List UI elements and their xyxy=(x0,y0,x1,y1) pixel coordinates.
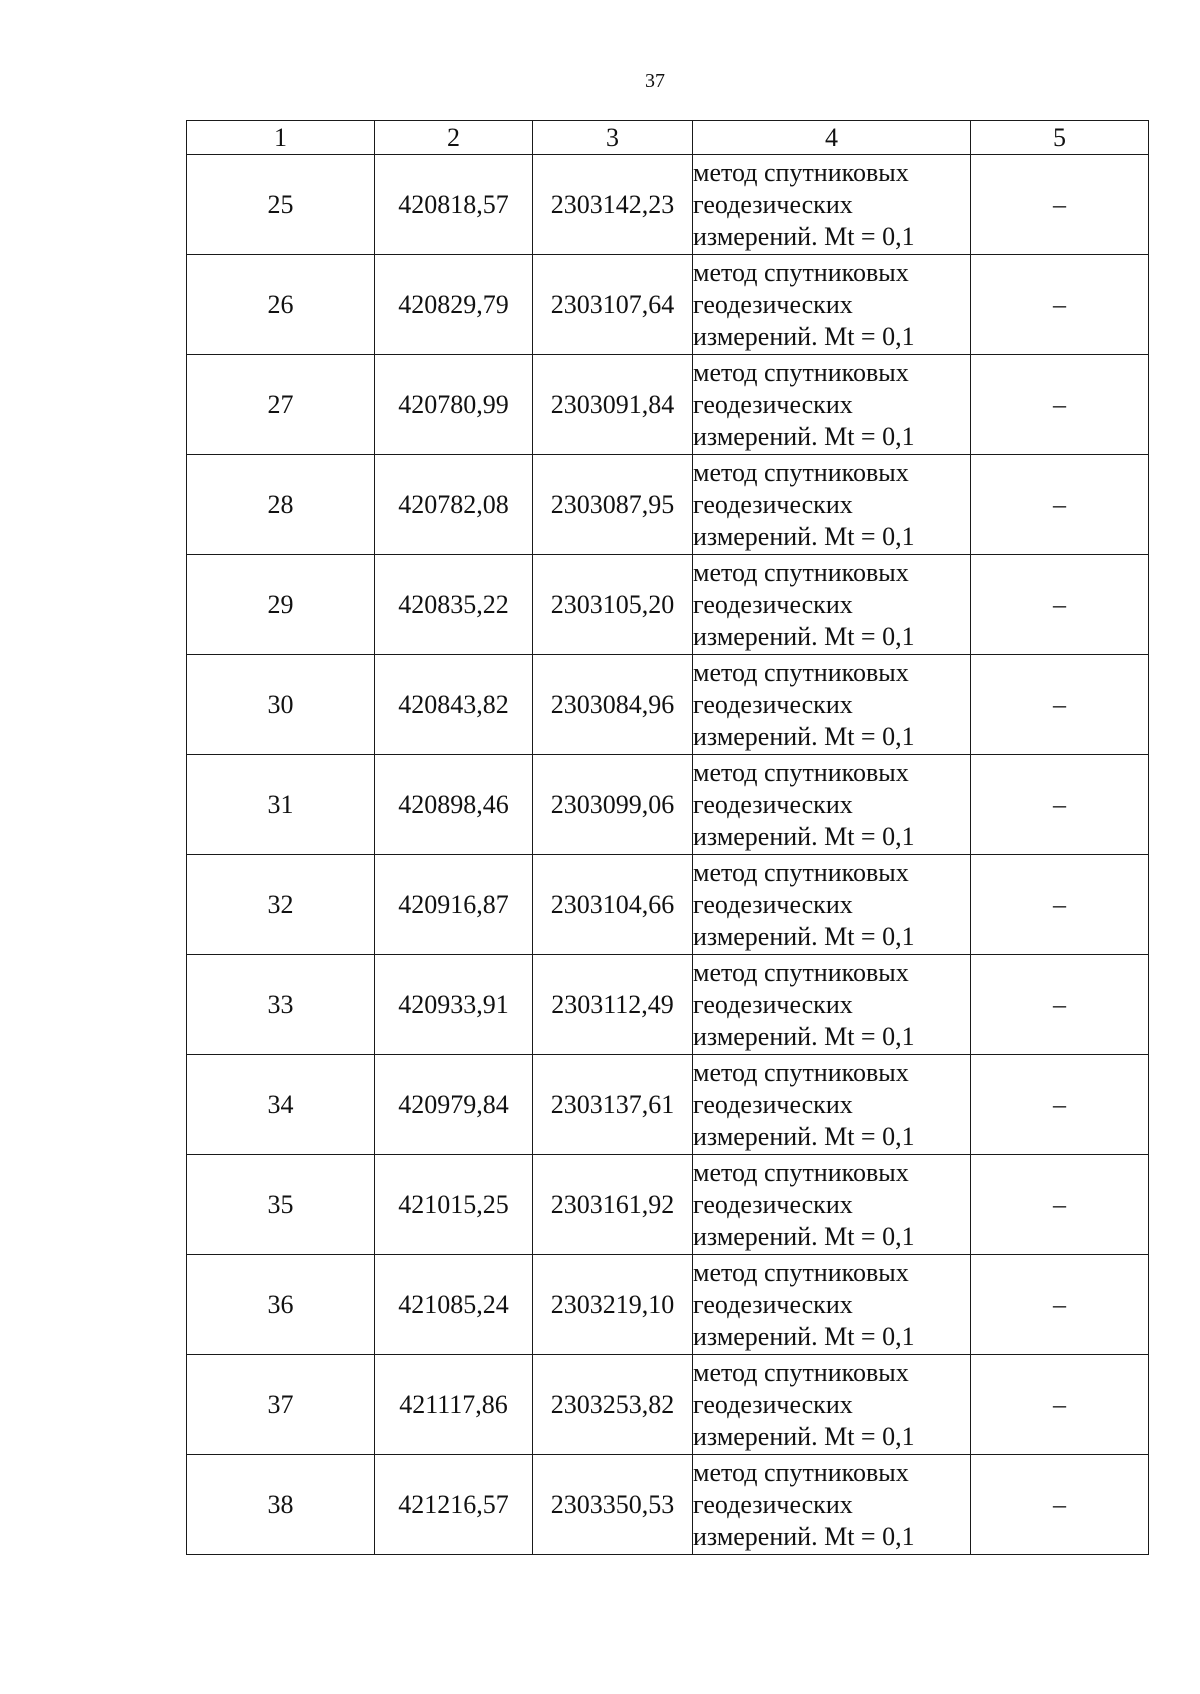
method-line: метод спутниковых xyxy=(693,957,909,987)
y-coordinate-cell: 2303350,53 xyxy=(533,1455,693,1555)
method-line: метод спутниковых xyxy=(693,757,909,787)
coordinates-table xyxy=(186,120,1149,1555)
note-cell: – xyxy=(971,1355,1149,1455)
y-coordinate-cell: 2303107,64 xyxy=(533,255,693,355)
point-number-cell: 33 xyxy=(187,955,375,1055)
point-number-cell: 32 xyxy=(187,855,375,955)
x-coordinate-cell: 420916,87 xyxy=(375,855,533,955)
y-coordinate-cell: 2303105,20 xyxy=(533,555,693,655)
method-line: измерений. Mt = 0,1 xyxy=(693,1421,915,1451)
table-row xyxy=(187,1355,1149,1455)
note-cell: – xyxy=(971,955,1149,1055)
x-coordinate-cell: 420780,99 xyxy=(375,355,533,455)
method-line: метод спутниковых xyxy=(693,557,909,587)
x-coordinate-cell: 421117,86 xyxy=(375,1355,533,1455)
method-line: измерений. Mt = 0,1 xyxy=(693,621,915,651)
table-row xyxy=(187,155,1149,255)
point-number-cell: 25 xyxy=(187,155,375,255)
table-row xyxy=(187,1255,1149,1355)
method-cell xyxy=(693,955,971,1055)
method-cell xyxy=(693,555,971,655)
table-row xyxy=(187,955,1149,1055)
method-line: измерений. Mt = 0,1 xyxy=(693,221,915,251)
note-cell: – xyxy=(971,1055,1149,1155)
point-number-cell: 28 xyxy=(187,455,375,555)
note-cell: – xyxy=(971,855,1149,955)
header-cell-1: 1 xyxy=(187,121,375,155)
method-cell xyxy=(693,1455,971,1555)
x-coordinate-cell: 420898,46 xyxy=(375,755,533,855)
method-cell xyxy=(693,355,971,455)
table-row xyxy=(187,455,1149,555)
method-line: геодезических xyxy=(693,1489,853,1519)
note-cell: – xyxy=(971,355,1149,455)
y-coordinate-cell: 2303084,96 xyxy=(533,655,693,755)
method-line: геодезических xyxy=(693,1189,853,1219)
method-line: геодезических xyxy=(693,389,853,419)
method-line: геодезических xyxy=(693,889,853,919)
x-coordinate-cell: 421085,24 xyxy=(375,1255,533,1355)
note-cell: – xyxy=(971,1455,1149,1555)
table-row xyxy=(187,655,1149,755)
table-header-row xyxy=(187,121,1149,155)
method-line: метод спутниковых xyxy=(693,1257,909,1287)
method-cell xyxy=(693,1055,971,1155)
point-number-cell: 27 xyxy=(187,355,375,455)
y-coordinate-cell: 2303253,82 xyxy=(533,1355,693,1455)
x-coordinate-cell: 420782,08 xyxy=(375,455,533,555)
x-coordinate-cell: 420818,57 xyxy=(375,155,533,255)
y-coordinate-cell: 2303099,06 xyxy=(533,755,693,855)
table-row xyxy=(187,555,1149,655)
table-row xyxy=(187,855,1149,955)
point-number-cell: 26 xyxy=(187,255,375,355)
method-cell xyxy=(693,255,971,355)
y-coordinate-cell: 2303161,92 xyxy=(533,1155,693,1255)
method-line: измерений. Mt = 0,1 xyxy=(693,421,915,451)
note-cell: – xyxy=(971,1155,1149,1255)
y-coordinate-cell: 2303219,10 xyxy=(533,1255,693,1355)
method-line: метод спутниковых xyxy=(693,1357,909,1387)
method-line: измерений. Mt = 0,1 xyxy=(693,521,915,551)
method-cell xyxy=(693,755,971,855)
method-cell xyxy=(693,855,971,955)
method-line: геодезических xyxy=(693,1289,853,1319)
x-coordinate-cell: 420933,91 xyxy=(375,955,533,1055)
y-coordinate-cell: 2303142,23 xyxy=(533,155,693,255)
method-line: метод спутниковых xyxy=(693,157,909,187)
method-line: метод спутниковых xyxy=(693,657,909,687)
note-cell: – xyxy=(971,155,1149,255)
method-line: метод спутниковых xyxy=(693,257,909,287)
method-line: измерений. Mt = 0,1 xyxy=(693,1321,915,1351)
method-line: геодезических xyxy=(693,1389,853,1419)
x-coordinate-cell: 420979,84 xyxy=(375,1055,533,1155)
point-number-cell: 30 xyxy=(187,655,375,755)
table-row xyxy=(187,255,1149,355)
header-cell-5: 5 xyxy=(971,121,1149,155)
table-body xyxy=(187,155,1149,1555)
method-line: измерений. Mt = 0,1 xyxy=(693,721,915,751)
point-number-cell: 34 xyxy=(187,1055,375,1155)
point-number-cell: 31 xyxy=(187,755,375,855)
note-cell: – xyxy=(971,555,1149,655)
method-line: геодезических xyxy=(693,789,853,819)
method-line: метод спутниковых xyxy=(693,457,909,487)
y-coordinate-cell: 2303091,84 xyxy=(533,355,693,455)
y-coordinate-cell: 2303104,66 xyxy=(533,855,693,955)
method-line: метод спутниковых xyxy=(693,1157,909,1187)
method-line: измерений. Mt = 0,1 xyxy=(693,321,915,351)
x-coordinate-cell: 420843,82 xyxy=(375,655,533,755)
y-coordinate-cell: 2303137,61 xyxy=(533,1055,693,1155)
method-line: измерений. Mt = 0,1 xyxy=(693,1121,915,1151)
method-cell xyxy=(693,1355,971,1455)
method-cell xyxy=(693,455,971,555)
method-line: геодезических xyxy=(693,989,853,1019)
table-row xyxy=(187,1155,1149,1255)
table-row xyxy=(187,1055,1149,1155)
method-line: геодезических xyxy=(693,189,853,219)
method-line: геодезических xyxy=(693,1089,853,1119)
note-cell: – xyxy=(971,255,1149,355)
method-line: геодезических xyxy=(693,689,853,719)
method-cell xyxy=(693,1155,971,1255)
x-coordinate-cell: 421015,25 xyxy=(375,1155,533,1255)
point-number-cell: 38 xyxy=(187,1455,375,1555)
method-line: измерений. Mt = 0,1 xyxy=(693,1521,915,1551)
method-line: геодезических xyxy=(693,589,853,619)
method-line: метод спутниковых xyxy=(693,1457,909,1487)
header-cell-4: 4 xyxy=(693,121,971,155)
page-number: 37 xyxy=(645,70,665,92)
method-line: геодезических xyxy=(693,289,853,319)
method-line: измерений. Mt = 0,1 xyxy=(693,821,915,851)
point-number-cell: 36 xyxy=(187,1255,375,1355)
x-coordinate-cell: 420829,79 xyxy=(375,255,533,355)
method-line: метод спутниковых xyxy=(693,857,909,887)
method-line: измерений. Mt = 0,1 xyxy=(693,1021,915,1051)
method-cell xyxy=(693,655,971,755)
x-coordinate-cell: 420835,22 xyxy=(375,555,533,655)
method-cell xyxy=(693,1255,971,1355)
method-line: геодезических xyxy=(693,489,853,519)
note-cell: – xyxy=(971,655,1149,755)
table-row xyxy=(187,355,1149,455)
method-line: метод спутниковых xyxy=(693,1057,909,1087)
method-line: измерений. Mt = 0,1 xyxy=(693,1221,915,1251)
table-row xyxy=(187,1455,1149,1555)
note-cell: – xyxy=(971,755,1149,855)
method-cell xyxy=(693,155,971,255)
point-number-cell: 37 xyxy=(187,1355,375,1455)
table-row xyxy=(187,755,1149,855)
header-cell-3: 3 xyxy=(533,121,693,155)
y-coordinate-cell: 2303112,49 xyxy=(533,955,693,1055)
point-number-cell: 29 xyxy=(187,555,375,655)
note-cell: – xyxy=(971,1255,1149,1355)
y-coordinate-cell: 2303087,95 xyxy=(533,455,693,555)
method-line: метод спутниковых xyxy=(693,357,909,387)
x-coordinate-cell: 421216,57 xyxy=(375,1455,533,1555)
note-cell: – xyxy=(971,455,1149,555)
point-number-cell: 35 xyxy=(187,1155,375,1255)
method-line: измерений. Mt = 0,1 xyxy=(693,921,915,951)
header-cell-2: 2 xyxy=(375,121,533,155)
